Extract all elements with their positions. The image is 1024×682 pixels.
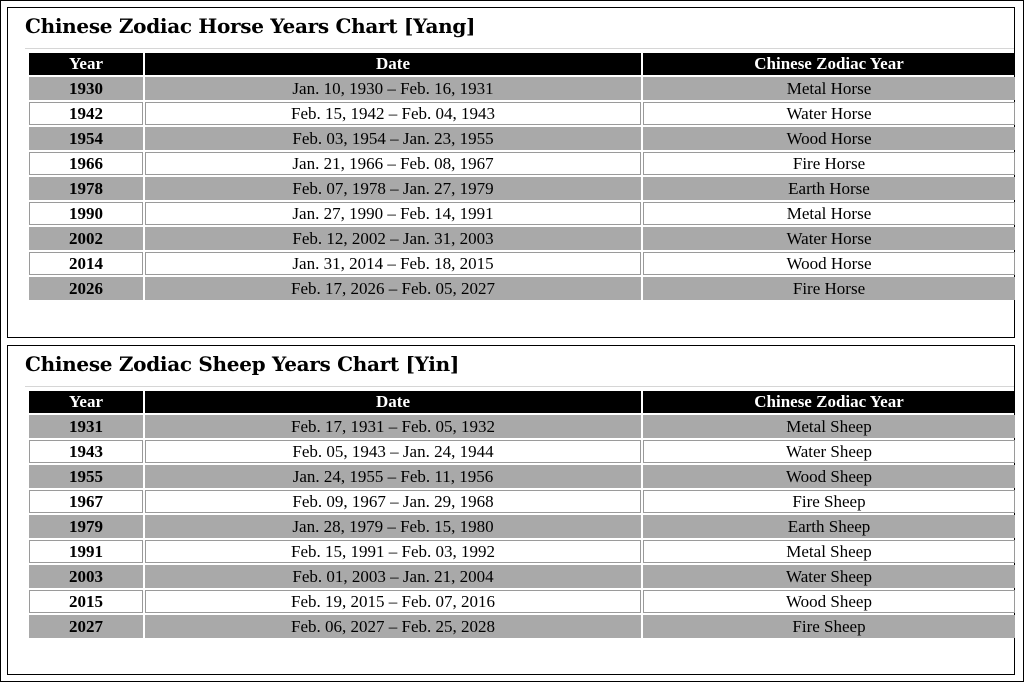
zodiac-cell: Metal Sheep xyxy=(643,540,1015,563)
zodiac-cell: Fire Horse xyxy=(643,277,1015,300)
date-cell: Feb. 17, 2026 – Feb. 05, 2027 xyxy=(145,277,641,300)
date-cell: Feb. 12, 2002 – Jan. 31, 2003 xyxy=(145,227,641,250)
table-row xyxy=(29,252,1015,275)
year-cell: 1978 xyxy=(29,177,143,200)
date-cell: Feb. 06, 2027 – Feb. 25, 2028 xyxy=(145,615,641,638)
table-row xyxy=(29,565,1015,588)
column-header-zodiac-year: Chinese Zodiac Year xyxy=(643,391,1015,413)
table-row xyxy=(29,152,1015,175)
table-row xyxy=(29,440,1015,463)
year-cell: 2015 xyxy=(29,590,143,613)
year-cell: 1979 xyxy=(29,515,143,538)
zodiac-cell: Fire Sheep xyxy=(643,490,1015,513)
date-cell: Jan. 21, 1966 – Feb. 08, 1967 xyxy=(145,152,641,175)
zodiac-cell: Water Horse xyxy=(643,227,1015,250)
date-cell: Feb. 09, 1967 – Jan. 29, 1968 xyxy=(145,490,641,513)
title-divider xyxy=(25,386,1014,387)
zodiac-cell: Fire Sheep xyxy=(643,615,1015,638)
horse-years-table xyxy=(27,51,1017,302)
zodiac-cell: Metal Sheep xyxy=(643,415,1015,438)
year-cell: 1967 xyxy=(29,490,143,513)
year-cell: 1955 xyxy=(29,465,143,488)
column-header-date: Date xyxy=(145,53,641,75)
horse-years-panel xyxy=(7,7,1015,338)
zodiac-cell: Earth Sheep xyxy=(643,515,1015,538)
year-cell: 1931 xyxy=(29,415,143,438)
zodiac-cell: Wood Horse xyxy=(643,252,1015,275)
date-cell: Feb. 15, 1991 – Feb. 03, 1992 xyxy=(145,540,641,563)
table-row xyxy=(29,590,1015,613)
year-cell: 1930 xyxy=(29,77,143,100)
table-row xyxy=(29,540,1015,563)
year-cell: 2014 xyxy=(29,252,143,275)
table-row xyxy=(29,202,1015,225)
zodiac-cell: Metal Horse xyxy=(643,77,1015,100)
year-cell: 1966 xyxy=(29,152,143,175)
zodiac-cell: Wood Sheep xyxy=(643,590,1015,613)
table-row xyxy=(29,277,1015,300)
date-cell: Feb. 01, 2003 – Jan. 21, 2004 xyxy=(145,565,641,588)
year-cell: 2003 xyxy=(29,565,143,588)
table-row xyxy=(29,227,1015,250)
zodiac-cell: Water Horse xyxy=(643,102,1015,125)
date-cell: Jan. 27, 1990 – Feb. 14, 1991 xyxy=(145,202,641,225)
sheep-years-table xyxy=(27,389,1017,640)
year-cell: 1954 xyxy=(29,127,143,150)
zodiac-cell: Water Sheep xyxy=(643,440,1015,463)
date-cell: Feb. 15, 1942 – Feb. 04, 1943 xyxy=(145,102,641,125)
date-cell: Feb. 03, 1954 – Jan. 23, 1955 xyxy=(145,127,641,150)
table-header-row xyxy=(29,391,1015,413)
year-cell: 2027 xyxy=(29,615,143,638)
horse-chart-title: Chinese Zodiac Horse Years Chart [Yang] xyxy=(25,14,476,38)
date-cell: Feb. 17, 1931 – Feb. 05, 1932 xyxy=(145,415,641,438)
column-header-zodiac-year: Chinese Zodiac Year xyxy=(643,53,1015,75)
zodiac-cell: Fire Horse xyxy=(643,152,1015,175)
table-row xyxy=(29,127,1015,150)
table-row xyxy=(29,415,1015,438)
zodiac-cell: Water Sheep xyxy=(643,565,1015,588)
date-cell: Jan. 28, 1979 – Feb. 15, 1980 xyxy=(145,515,641,538)
table-row xyxy=(29,615,1015,638)
date-cell: Feb. 05, 1943 – Jan. 24, 1944 xyxy=(145,440,641,463)
zodiac-cell: Earth Horse xyxy=(643,177,1015,200)
date-cell: Jan. 10, 1930 – Feb. 16, 1931 xyxy=(145,77,641,100)
table-row xyxy=(29,177,1015,200)
date-cell: Jan. 31, 2014 – Feb. 18, 2015 xyxy=(145,252,641,275)
sheep-years-panel xyxy=(7,345,1015,675)
table-header-row xyxy=(29,53,1015,75)
title-divider xyxy=(25,48,1014,49)
year-cell: 2026 xyxy=(29,277,143,300)
sheep-chart-title: Chinese Zodiac Sheep Years Chart [Yin] xyxy=(25,352,460,376)
year-cell: 1991 xyxy=(29,540,143,563)
zodiac-cell: Metal Horse xyxy=(643,202,1015,225)
table-row xyxy=(29,102,1015,125)
year-cell: 1943 xyxy=(29,440,143,463)
year-cell: 2002 xyxy=(29,227,143,250)
year-cell: 1942 xyxy=(29,102,143,125)
table-row xyxy=(29,77,1015,100)
date-cell: Feb. 19, 2015 – Feb. 07, 2016 xyxy=(145,590,641,613)
column-header-year: Year xyxy=(29,53,143,75)
column-header-year: Year xyxy=(29,391,143,413)
date-cell: Feb. 07, 1978 – Jan. 27, 1979 xyxy=(145,177,641,200)
table-row xyxy=(29,490,1015,513)
column-header-date: Date xyxy=(145,391,641,413)
zodiac-cell: Wood Horse xyxy=(643,127,1015,150)
date-cell: Jan. 24, 1955 – Feb. 11, 1956 xyxy=(145,465,641,488)
year-cell: 1990 xyxy=(29,202,143,225)
table-row xyxy=(29,465,1015,488)
zodiac-cell: Wood Sheep xyxy=(643,465,1015,488)
table-row xyxy=(29,515,1015,538)
